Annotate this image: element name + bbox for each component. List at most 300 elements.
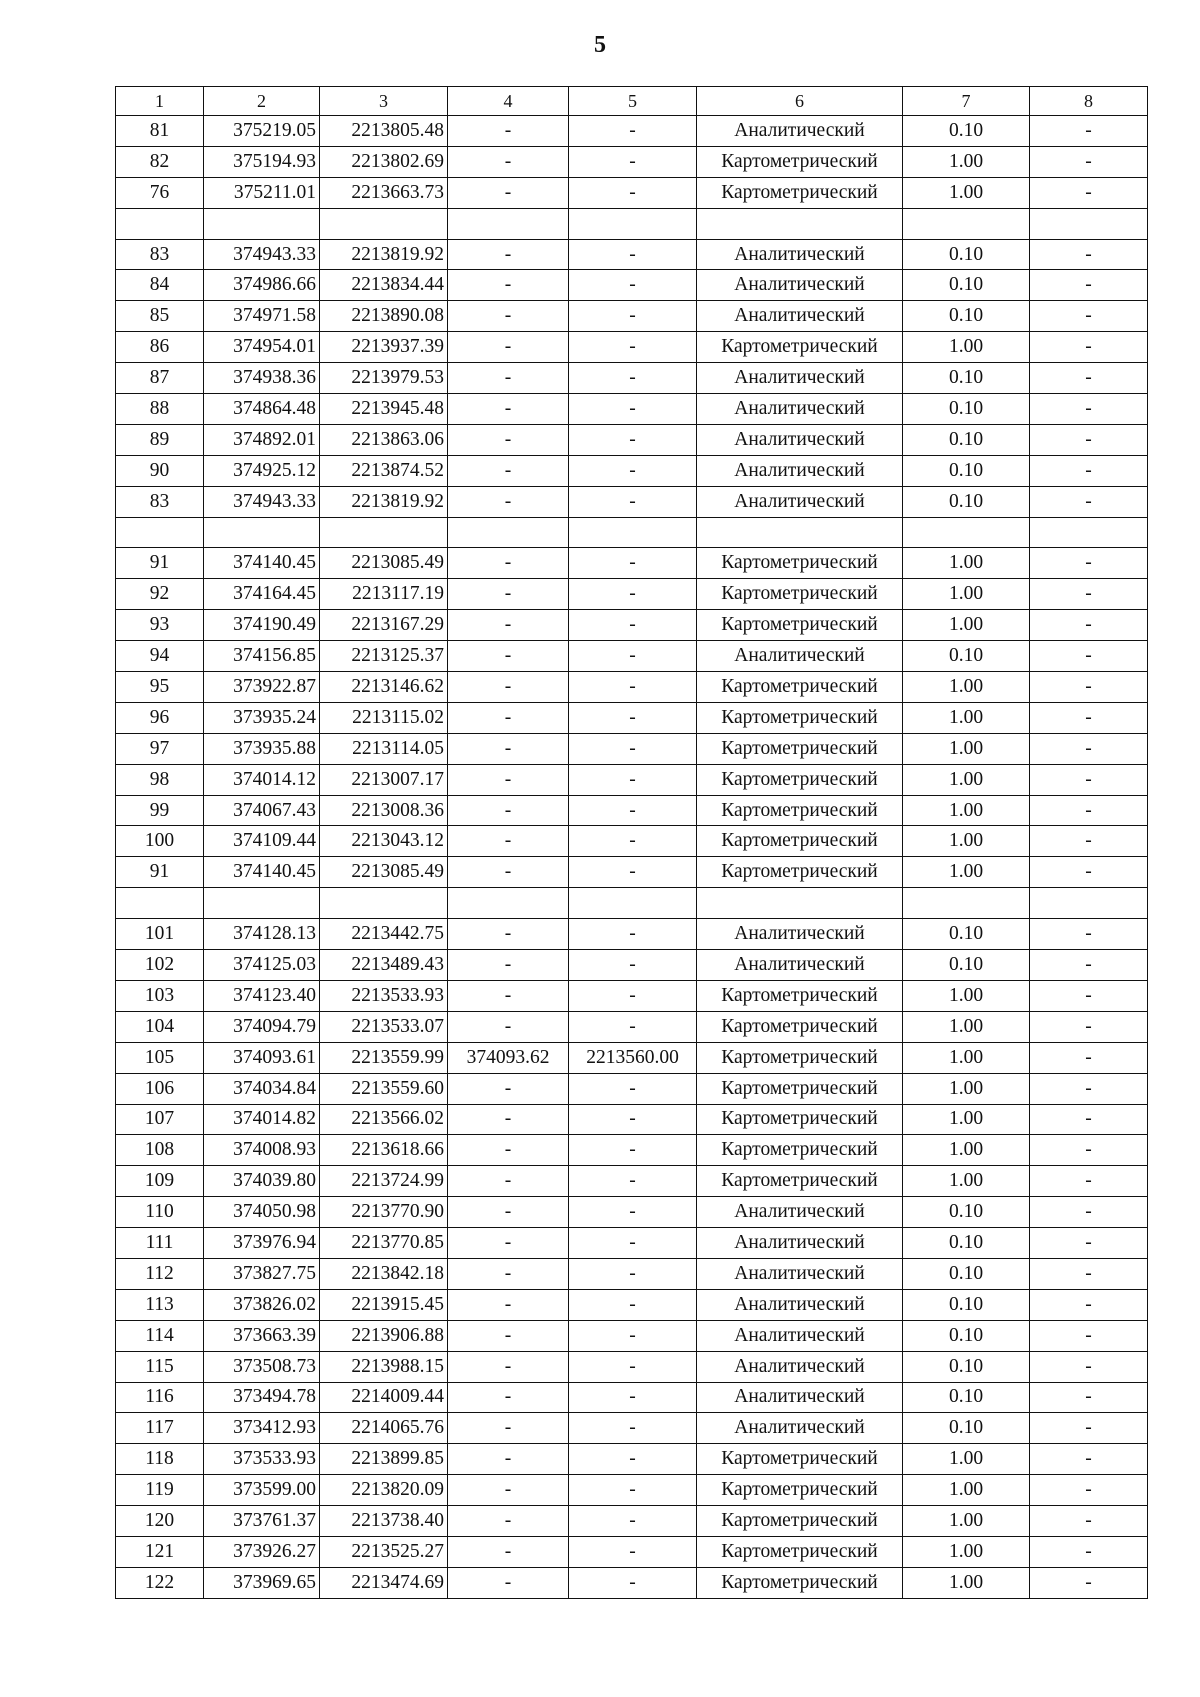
table-cell: 86: [116, 332, 204, 363]
table-cell: 374050.98: [204, 1197, 320, 1228]
table-cell: Картометрический: [697, 702, 903, 733]
table-cell: 0.10: [903, 1351, 1030, 1382]
table-cell: -: [448, 1320, 569, 1351]
table-cell: 1.00: [903, 980, 1030, 1011]
table-cell: 2213770.85: [320, 1228, 448, 1259]
table-cell: Аналитический: [697, 394, 903, 425]
table-cell: -: [1030, 239, 1148, 270]
table-row: [116, 177, 1148, 208]
table-cell: -: [569, 146, 697, 177]
table-body: [116, 87, 1148, 1599]
table-cell: [569, 208, 697, 239]
table-cell: 1.00: [903, 146, 1030, 177]
table-cell: 1.00: [903, 826, 1030, 857]
table-row: [116, 1413, 1148, 1444]
table-cell: 373969.65: [204, 1567, 320, 1598]
table-cell: -: [1030, 424, 1148, 455]
table-cell: 102: [116, 950, 204, 981]
table-cell: 1.00: [903, 1506, 1030, 1537]
table-cell: 374093.62: [448, 1042, 569, 1073]
table-cell: [204, 888, 320, 919]
table-cell: -: [448, 1166, 569, 1197]
table-cell: 1.00: [903, 1536, 1030, 1567]
column-header-1: 1: [116, 87, 204, 116]
table-cell: -: [1030, 1073, 1148, 1104]
table-cell: -: [448, 332, 569, 363]
table-row: [116, 641, 1148, 672]
table-cell: Аналитический: [697, 1320, 903, 1351]
table-cell: -: [569, 826, 697, 857]
table-cell: -: [569, 548, 697, 579]
table-cell: -: [448, 1228, 569, 1259]
table-cell: -: [448, 1475, 569, 1506]
table-cell: 374925.12: [204, 455, 320, 486]
table-cell: [569, 517, 697, 548]
table-cell: 2213819.92: [320, 239, 448, 270]
table-cell: -: [1030, 455, 1148, 486]
table-cell: 104: [116, 1011, 204, 1042]
table-row: [116, 455, 1148, 486]
table-cell: 1.00: [903, 764, 1030, 795]
table-cell: -: [448, 1351, 569, 1382]
table-cell: 1.00: [903, 733, 1030, 764]
table-cell: 2213559.99: [320, 1042, 448, 1073]
table-cell: 2213115.02: [320, 702, 448, 733]
table-cell: 1.00: [903, 1567, 1030, 1598]
table-cell: 373663.39: [204, 1320, 320, 1351]
table-cell: -: [448, 1104, 569, 1135]
table-cell: 2213125.37: [320, 641, 448, 672]
table-row: [116, 486, 1148, 517]
table-cell: Аналитический: [697, 1382, 903, 1413]
table-cell: 373827.75: [204, 1258, 320, 1289]
table-cell: [697, 888, 903, 919]
table-cell: Аналитический: [697, 919, 903, 950]
table-cell: 374864.48: [204, 394, 320, 425]
table-cell: 2213560.00: [569, 1042, 697, 1073]
table-cell: 122: [116, 1567, 204, 1598]
table-cell: 0.10: [903, 116, 1030, 147]
table-cell: -: [448, 1567, 569, 1598]
table-cell: 0.10: [903, 950, 1030, 981]
table-cell: 110: [116, 1197, 204, 1228]
table-row: [116, 1258, 1148, 1289]
table-cell: 90: [116, 455, 204, 486]
table-cell: 100: [116, 826, 204, 857]
table-cell: -: [1030, 764, 1148, 795]
table-cell: 374190.49: [204, 610, 320, 641]
table-cell: -: [1030, 641, 1148, 672]
table-cell: 373926.27: [204, 1536, 320, 1567]
table-row: [116, 1289, 1148, 1320]
table-cell: Картометрический: [697, 1506, 903, 1537]
table-cell: -: [1030, 1197, 1148, 1228]
table-cell: 83: [116, 239, 204, 270]
table-cell: -: [569, 301, 697, 332]
table-cell: -: [448, 795, 569, 826]
table-cell: [697, 208, 903, 239]
table-cell: -: [569, 116, 697, 147]
table-cell: Картометрический: [697, 1073, 903, 1104]
table-cell: 107: [116, 1104, 204, 1135]
table-cell: 2213566.02: [320, 1104, 448, 1135]
table-cell: -: [569, 764, 697, 795]
table-cell: 2213525.27: [320, 1536, 448, 1567]
table-cell: 2213770.90: [320, 1197, 448, 1228]
table-cell: 2213618.66: [320, 1135, 448, 1166]
table-cell: 2213085.49: [320, 548, 448, 579]
table-cell: 0.10: [903, 1382, 1030, 1413]
table-cell: -: [1030, 1135, 1148, 1166]
table-cell: [320, 208, 448, 239]
table-cell: -: [1030, 116, 1148, 147]
table-cell: -: [569, 1104, 697, 1135]
table-cell: [569, 888, 697, 919]
table-cell: -: [1030, 1382, 1148, 1413]
table-cell: Картометрический: [697, 857, 903, 888]
table-cell: 0.10: [903, 1413, 1030, 1444]
table-cell: Картометрический: [697, 826, 903, 857]
table-cell: 1.00: [903, 1444, 1030, 1475]
table-cell: 0.10: [903, 1289, 1030, 1320]
table-cell: 2213442.75: [320, 919, 448, 950]
table-cell: -: [569, 239, 697, 270]
table-cell: -: [448, 1382, 569, 1413]
table-cell: [448, 888, 569, 919]
table-cell: 374156.85: [204, 641, 320, 672]
table-cell: Аналитический: [697, 116, 903, 147]
table-cell: 96: [116, 702, 204, 733]
table-cell: Аналитический: [697, 424, 903, 455]
table-cell: 2213007.17: [320, 764, 448, 795]
column-header-4: 4: [448, 87, 569, 116]
table-row: [116, 857, 1148, 888]
table-cell: 0.10: [903, 270, 1030, 301]
table-cell: -: [569, 1506, 697, 1537]
table-cell: 83: [116, 486, 204, 517]
table-cell: -: [569, 486, 697, 517]
table-cell: 1.00: [903, 672, 1030, 703]
table-cell: [1030, 208, 1148, 239]
table-row: [116, 116, 1148, 147]
column-header-6: 6: [697, 87, 903, 116]
table-cell: -: [448, 301, 569, 332]
table-cell: 374039.80: [204, 1166, 320, 1197]
table-cell: 1.00: [903, 1073, 1030, 1104]
table-cell: 98: [116, 764, 204, 795]
table-cell: 95: [116, 672, 204, 703]
table-cell: -: [1030, 177, 1148, 208]
table-cell: -: [1030, 548, 1148, 579]
table-cell: Аналитический: [697, 950, 903, 981]
table-row: [116, 826, 1148, 857]
table-cell: 1.00: [903, 579, 1030, 610]
table-cell: 374140.45: [204, 548, 320, 579]
table-cell: -: [1030, 1042, 1148, 1073]
table-row: [116, 1351, 1148, 1382]
table-row: [116, 1567, 1148, 1598]
table-cell: 0.10: [903, 424, 1030, 455]
table-cell: -: [569, 919, 697, 950]
table-cell: 373599.00: [204, 1475, 320, 1506]
table-cell: -: [1030, 1567, 1148, 1598]
table-cell: 106: [116, 1073, 204, 1104]
table-row: [116, 1382, 1148, 1413]
table-cell: 108: [116, 1135, 204, 1166]
table-cell: 1.00: [903, 1104, 1030, 1135]
table-cell: 91: [116, 857, 204, 888]
table-cell: 93: [116, 610, 204, 641]
table-cell: [903, 208, 1030, 239]
table-cell: 76: [116, 177, 204, 208]
table-cell: -: [448, 424, 569, 455]
table-cell: -: [569, 1228, 697, 1259]
table-cell: Картометрический: [697, 177, 903, 208]
table-cell: -: [569, 424, 697, 455]
table-cell: -: [1030, 270, 1148, 301]
table-cell: -: [448, 1135, 569, 1166]
table-cell: -: [569, 1011, 697, 1042]
table-row: [116, 950, 1148, 981]
table-cell: -: [1030, 1011, 1148, 1042]
table-cell: 1.00: [903, 1166, 1030, 1197]
table-cell: -: [569, 1536, 697, 1567]
table-cell: -: [448, 116, 569, 147]
table-cell: Картометрический: [697, 610, 903, 641]
table-cell: -: [569, 950, 697, 981]
table-cell: -: [569, 455, 697, 486]
table-cell: -: [448, 486, 569, 517]
table-row: [116, 795, 1148, 826]
table-cell: [116, 517, 204, 548]
table-cell: 94: [116, 641, 204, 672]
table-cell: -: [448, 672, 569, 703]
table-cell: -: [1030, 363, 1148, 394]
table-cell: -: [448, 1011, 569, 1042]
table-cell: 111: [116, 1228, 204, 1259]
table-cell: Картометрический: [697, 1444, 903, 1475]
table-cell: 0.10: [903, 1258, 1030, 1289]
table-cell: 374125.03: [204, 950, 320, 981]
table-cell: -: [1030, 826, 1148, 857]
table-cell: 2213167.29: [320, 610, 448, 641]
table-cell: -: [448, 1289, 569, 1320]
table-cell: 84: [116, 270, 204, 301]
table-cell: -: [569, 1166, 697, 1197]
table-cell: -: [448, 363, 569, 394]
table-cell: -: [569, 1320, 697, 1351]
table-cell: -: [1030, 1320, 1148, 1351]
table-cell: 2213805.48: [320, 116, 448, 147]
table-cell: 374123.40: [204, 980, 320, 1011]
table-cell: 0.10: [903, 1197, 1030, 1228]
table-cell: 1.00: [903, 702, 1030, 733]
table-cell: -: [569, 1289, 697, 1320]
table-cell: Аналитический: [697, 486, 903, 517]
table-cell: 2213802.69: [320, 146, 448, 177]
table-cell: 2213937.39: [320, 332, 448, 363]
separator-row: [116, 208, 1148, 239]
table-cell: -: [448, 394, 569, 425]
table-cell: 374014.82: [204, 1104, 320, 1135]
table-cell: -: [448, 950, 569, 981]
table-cell: -: [448, 857, 569, 888]
table-cell: -: [1030, 672, 1148, 703]
table-cell: [204, 208, 320, 239]
table-cell: -: [1030, 610, 1148, 641]
table-cell: -: [448, 579, 569, 610]
table-cell: 1.00: [903, 610, 1030, 641]
table-cell: -: [1030, 1228, 1148, 1259]
table-cell: [116, 208, 204, 239]
table-row: [116, 239, 1148, 270]
table-cell: -: [1030, 950, 1148, 981]
table-row: [116, 1320, 1148, 1351]
table-cell: Аналитический: [697, 1228, 903, 1259]
table-cell: Картометрический: [697, 1536, 903, 1567]
table-cell: Картометрический: [697, 795, 903, 826]
table-cell: [320, 888, 448, 919]
table-cell: [903, 517, 1030, 548]
table-cell: 91: [116, 548, 204, 579]
table-cell: -: [448, 980, 569, 1011]
table-cell: -: [448, 919, 569, 950]
table-row: [116, 672, 1148, 703]
table-cell: Аналитический: [697, 1351, 903, 1382]
table-cell: -: [448, 826, 569, 857]
table-cell: 1.00: [903, 1011, 1030, 1042]
table-cell: -: [569, 1197, 697, 1228]
table-cell: -: [569, 332, 697, 363]
table-cell: 85: [116, 301, 204, 332]
column-header-3: 3: [320, 87, 448, 116]
table-cell: 2213834.44: [320, 270, 448, 301]
table-cell: -: [1030, 733, 1148, 764]
table-cell: Картометрический: [697, 548, 903, 579]
table-cell: -: [569, 363, 697, 394]
table-cell: 87: [116, 363, 204, 394]
table-row: [116, 702, 1148, 733]
table-cell: Картометрический: [697, 146, 903, 177]
table-cell: 0.10: [903, 1320, 1030, 1351]
table-row: [116, 363, 1148, 394]
table-cell: -: [448, 1506, 569, 1537]
table-cell: 2213988.15: [320, 1351, 448, 1382]
table-cell: -: [569, 672, 697, 703]
table-cell: 2213724.99: [320, 1166, 448, 1197]
table-cell: -: [1030, 980, 1148, 1011]
table-cell: [1030, 517, 1148, 548]
table-cell: 374093.61: [204, 1042, 320, 1073]
table-cell: -: [1030, 919, 1148, 950]
table-cell: 113: [116, 1289, 204, 1320]
table-cell: Картометрический: [697, 980, 903, 1011]
table-cell: -: [1030, 1289, 1148, 1320]
table-cell: -: [448, 733, 569, 764]
table-cell: 374128.13: [204, 919, 320, 950]
table-cell: -: [448, 1413, 569, 1444]
table-cell: -: [1030, 1536, 1148, 1567]
table-cell: 2213559.60: [320, 1073, 448, 1104]
table-cell: Аналитический: [697, 270, 903, 301]
table-cell: Аналитический: [697, 641, 903, 672]
table-cell: 374954.01: [204, 332, 320, 363]
table-cell: 2213874.52: [320, 455, 448, 486]
table-cell: -: [448, 1197, 569, 1228]
table-row: [116, 332, 1148, 363]
table-cell: Картометрический: [697, 1011, 903, 1042]
table-cell: 373508.73: [204, 1351, 320, 1382]
table-cell: Картометрический: [697, 1104, 903, 1135]
table-row: [116, 1506, 1148, 1537]
table-cell: -: [448, 146, 569, 177]
table-row: [116, 610, 1148, 641]
table-cell: [448, 208, 569, 239]
table-cell: Аналитический: [697, 455, 903, 486]
table-cell: -: [1030, 1166, 1148, 1197]
table-cell: -: [1030, 394, 1148, 425]
table-cell: 374140.45: [204, 857, 320, 888]
table-cell: [1030, 888, 1148, 919]
table-cell: 2213890.08: [320, 301, 448, 332]
table-cell: 103: [116, 980, 204, 1011]
table-cell: -: [448, 764, 569, 795]
table-cell: -: [1030, 1258, 1148, 1289]
table-cell: 373935.24: [204, 702, 320, 733]
table-cell: -: [569, 795, 697, 826]
coordinates-table: [115, 86, 1148, 1599]
table-cell: -: [1030, 146, 1148, 177]
table-cell: Аналитический: [697, 239, 903, 270]
table-row: [116, 579, 1148, 610]
table-cell: [320, 517, 448, 548]
table-cell: 1.00: [903, 857, 1030, 888]
table-cell: 109: [116, 1166, 204, 1197]
table-cell: -: [569, 394, 697, 425]
table-cell: 1.00: [903, 1475, 1030, 1506]
table-row: [116, 1073, 1148, 1104]
table-row: [116, 424, 1148, 455]
table-cell: 0.10: [903, 455, 1030, 486]
table-cell: 0.10: [903, 919, 1030, 950]
table-cell: 375194.93: [204, 146, 320, 177]
table-cell: 0.10: [903, 1228, 1030, 1259]
table-cell: 118: [116, 1444, 204, 1475]
table-cell: -: [1030, 857, 1148, 888]
table-cell: Картометрический: [697, 1135, 903, 1166]
table-cell: -: [1030, 486, 1148, 517]
table-cell: 374094.79: [204, 1011, 320, 1042]
table-cell: 105: [116, 1042, 204, 1073]
table-cell: 0.10: [903, 301, 1030, 332]
table-row: [116, 1444, 1148, 1475]
table-cell: 119: [116, 1475, 204, 1506]
table-cell: 2213114.05: [320, 733, 448, 764]
header-row: [116, 87, 1148, 116]
table-cell: 374014.12: [204, 764, 320, 795]
table-row: [116, 1042, 1148, 1073]
table-row: [116, 764, 1148, 795]
table-row: [116, 919, 1148, 950]
table-cell: 1.00: [903, 1042, 1030, 1073]
table-cell: -: [448, 610, 569, 641]
table-cell: 81: [116, 116, 204, 147]
table-cell: 2213489.43: [320, 950, 448, 981]
table-cell: 1.00: [903, 332, 1030, 363]
table-cell: 374067.43: [204, 795, 320, 826]
table-cell: 2213474.69: [320, 1567, 448, 1598]
table-row: [116, 733, 1148, 764]
